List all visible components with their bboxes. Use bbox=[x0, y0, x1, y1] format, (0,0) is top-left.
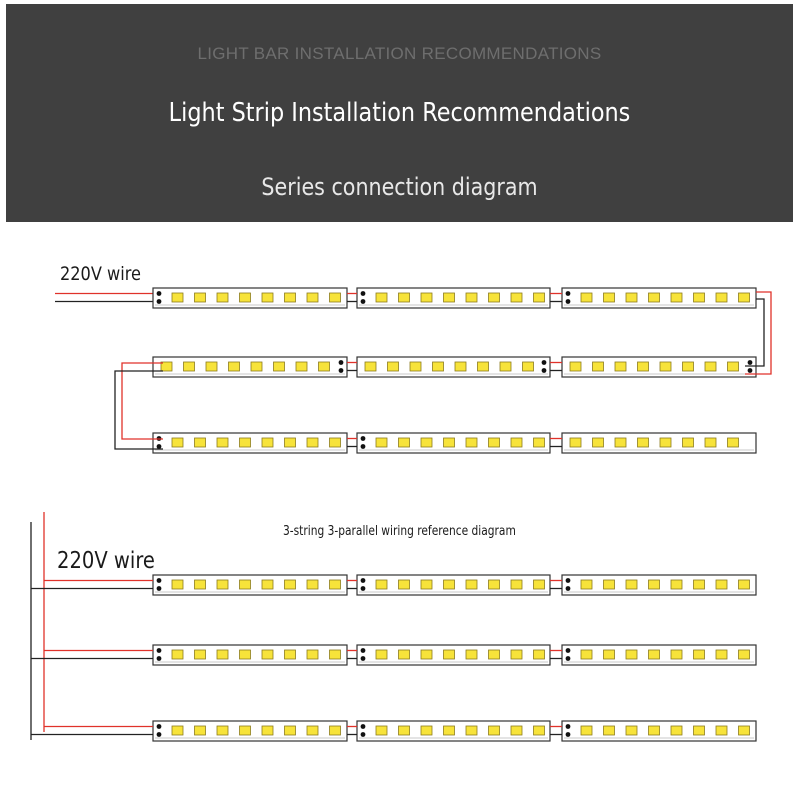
led-chip bbox=[330, 438, 341, 447]
parallel-led-bar bbox=[562, 645, 756, 665]
led-chip bbox=[523, 362, 534, 371]
terminal-dot bbox=[566, 299, 571, 304]
led-chip bbox=[581, 726, 592, 735]
led-chip bbox=[240, 726, 251, 735]
led-chip bbox=[444, 293, 455, 302]
led-chip bbox=[694, 650, 705, 659]
led-chip bbox=[716, 293, 727, 302]
page-title: Light Strip Installation Recommendations bbox=[168, 98, 631, 128]
led-chip bbox=[410, 362, 421, 371]
led-chip bbox=[660, 438, 671, 447]
led-chip bbox=[534, 580, 545, 589]
led-chip bbox=[649, 580, 660, 589]
led-chip bbox=[388, 362, 399, 371]
led-chip bbox=[444, 650, 455, 659]
parallel-led-bar bbox=[357, 721, 550, 741]
led-chip bbox=[172, 726, 183, 735]
led-chip bbox=[739, 293, 750, 302]
led-chip bbox=[455, 362, 466, 371]
parallel-led-bar bbox=[562, 721, 756, 741]
led-chip bbox=[307, 293, 318, 302]
led-chip bbox=[705, 438, 716, 447]
led-chip bbox=[399, 438, 410, 447]
parallel-diagram-caption: 3-string 3-parallel wiring reference diagram bbox=[283, 524, 516, 539]
series-loop-right-neutral bbox=[745, 299, 764, 366]
led-chip bbox=[184, 362, 195, 371]
terminal-dot bbox=[361, 578, 366, 583]
header-eyebrow: LIGHT BAR INSTALLATION RECOMMENDATIONS bbox=[197, 44, 602, 63]
led-chip bbox=[195, 438, 206, 447]
led-chip bbox=[638, 362, 649, 371]
series-led-bar bbox=[357, 357, 550, 377]
series-led-bar bbox=[562, 288, 756, 308]
series-led-bar bbox=[357, 433, 550, 453]
led-chip bbox=[217, 293, 228, 302]
led-chip bbox=[604, 580, 615, 589]
led-chip bbox=[649, 650, 660, 659]
led-chip bbox=[604, 726, 615, 735]
led-chip bbox=[172, 580, 183, 589]
led-chip bbox=[534, 293, 545, 302]
led-chip bbox=[511, 580, 522, 589]
led-chip bbox=[581, 293, 592, 302]
led-chip bbox=[376, 293, 387, 302]
terminal-dot bbox=[339, 368, 344, 373]
terminal-dot bbox=[361, 436, 366, 441]
terminal-dot bbox=[361, 444, 366, 449]
terminal-dot bbox=[748, 360, 753, 365]
led-chip bbox=[319, 362, 330, 371]
led-chip bbox=[626, 293, 637, 302]
series-led-bar bbox=[153, 357, 347, 377]
led-chip bbox=[739, 580, 750, 589]
led-chip bbox=[739, 650, 750, 659]
parallel-led-bar bbox=[562, 575, 756, 595]
led-chip bbox=[466, 438, 477, 447]
terminal-dot bbox=[361, 724, 366, 729]
led-chip bbox=[376, 580, 387, 589]
led-chip bbox=[671, 650, 682, 659]
led-chip bbox=[683, 362, 694, 371]
led-chip bbox=[570, 362, 581, 371]
led-chip bbox=[172, 650, 183, 659]
led-chip bbox=[739, 726, 750, 735]
led-chip bbox=[399, 726, 410, 735]
led-chip bbox=[376, 650, 387, 659]
led-chip bbox=[274, 362, 285, 371]
led-chip bbox=[262, 650, 273, 659]
led-chip bbox=[195, 726, 206, 735]
led-chip bbox=[172, 293, 183, 302]
led-chip bbox=[365, 362, 376, 371]
led-chip bbox=[683, 438, 694, 447]
led-chip bbox=[195, 580, 206, 589]
led-chip bbox=[626, 726, 637, 735]
led-chip bbox=[604, 650, 615, 659]
led-chip bbox=[604, 293, 615, 302]
led-chip bbox=[626, 650, 637, 659]
terminal-dot bbox=[361, 586, 366, 591]
led-chip bbox=[421, 726, 432, 735]
terminal-dot bbox=[361, 299, 366, 304]
terminal-dot bbox=[542, 368, 547, 373]
led-chip bbox=[421, 438, 432, 447]
led-chip bbox=[649, 726, 660, 735]
led-chip bbox=[511, 293, 522, 302]
led-chip bbox=[716, 580, 727, 589]
led-chip bbox=[671, 580, 682, 589]
led-chip bbox=[649, 293, 660, 302]
led-chip bbox=[500, 362, 511, 371]
led-chip bbox=[593, 362, 604, 371]
led-chip bbox=[307, 580, 318, 589]
terminal-dot bbox=[361, 656, 366, 661]
led-chip bbox=[399, 650, 410, 659]
led-chip bbox=[489, 293, 500, 302]
terminal-dot bbox=[361, 291, 366, 296]
led-chip bbox=[217, 438, 228, 447]
led-chip bbox=[466, 650, 477, 659]
led-chip bbox=[172, 438, 183, 447]
led-chip bbox=[296, 362, 307, 371]
led-chip bbox=[285, 726, 296, 735]
parallel-led-bar bbox=[153, 575, 347, 595]
terminal-dot bbox=[542, 360, 547, 365]
led-chip bbox=[330, 650, 341, 659]
led-chip bbox=[581, 580, 592, 589]
led-chip bbox=[444, 580, 455, 589]
led-chip bbox=[240, 293, 251, 302]
led-chip bbox=[728, 438, 739, 447]
terminal-dot bbox=[157, 578, 162, 583]
led-chip bbox=[217, 650, 228, 659]
terminal-dot bbox=[339, 360, 344, 365]
led-chip bbox=[262, 726, 273, 735]
led-chip bbox=[705, 362, 716, 371]
led-chip bbox=[638, 438, 649, 447]
series-led-bar bbox=[562, 357, 756, 377]
terminal-dot bbox=[157, 586, 162, 591]
terminal-dot bbox=[157, 732, 162, 737]
series-led-bar bbox=[357, 288, 550, 308]
led-chip bbox=[240, 580, 251, 589]
parallel-led-bar bbox=[153, 721, 347, 741]
series-wire-label: 220V wire bbox=[60, 263, 141, 285]
led-chip bbox=[626, 580, 637, 589]
led-chip bbox=[511, 726, 522, 735]
led-chip bbox=[262, 580, 273, 589]
led-chip bbox=[421, 293, 432, 302]
led-chip bbox=[511, 438, 522, 447]
led-chip bbox=[444, 438, 455, 447]
led-chip bbox=[399, 293, 410, 302]
led-chip bbox=[433, 362, 444, 371]
led-chip bbox=[489, 650, 500, 659]
page-subtitle: Series connection diagram bbox=[261, 173, 538, 201]
terminal-dot bbox=[566, 648, 571, 653]
led-chip bbox=[421, 650, 432, 659]
parallel-led-bar bbox=[357, 645, 550, 665]
led-chip bbox=[694, 293, 705, 302]
series-led-bar bbox=[153, 433, 347, 453]
led-chip bbox=[466, 293, 477, 302]
led-chip bbox=[466, 580, 477, 589]
series-led-bar bbox=[562, 433, 756, 453]
led-chip bbox=[330, 726, 341, 735]
led-chip bbox=[285, 650, 296, 659]
led-chip bbox=[195, 293, 206, 302]
led-chip bbox=[330, 580, 341, 589]
terminal-dot bbox=[157, 724, 162, 729]
led-chip bbox=[478, 362, 489, 371]
led-chip bbox=[716, 650, 727, 659]
led-chip bbox=[251, 362, 262, 371]
terminal-dot bbox=[566, 732, 571, 737]
led-chip bbox=[307, 726, 318, 735]
parallel-wire-label: 220V wire bbox=[57, 548, 155, 574]
terminal-dot bbox=[566, 291, 571, 296]
led-chip bbox=[262, 293, 273, 302]
led-chip bbox=[262, 438, 273, 447]
led-chip bbox=[376, 726, 387, 735]
led-chip bbox=[307, 438, 318, 447]
led-chip bbox=[376, 438, 387, 447]
led-chip bbox=[694, 726, 705, 735]
led-chip bbox=[307, 650, 318, 659]
led-chip bbox=[671, 293, 682, 302]
terminal-dot bbox=[361, 732, 366, 737]
led-chip bbox=[534, 726, 545, 735]
led-chip bbox=[285, 293, 296, 302]
led-chip bbox=[660, 362, 671, 371]
terminal-dot bbox=[157, 444, 162, 449]
led-chip bbox=[444, 726, 455, 735]
led-chip bbox=[728, 362, 739, 371]
led-chip bbox=[240, 438, 251, 447]
led-chip bbox=[570, 438, 581, 447]
led-chip bbox=[489, 580, 500, 589]
led-chip bbox=[534, 438, 545, 447]
terminal-dot bbox=[566, 656, 571, 661]
led-chip bbox=[466, 726, 477, 735]
led-chip bbox=[217, 726, 228, 735]
led-chip bbox=[489, 438, 500, 447]
led-chip bbox=[399, 580, 410, 589]
led-chip bbox=[489, 726, 500, 735]
terminal-dot bbox=[157, 299, 162, 304]
terminal-dot bbox=[157, 291, 162, 296]
led-chip bbox=[593, 438, 604, 447]
led-chip bbox=[240, 650, 251, 659]
led-chip bbox=[229, 362, 240, 371]
parallel-led-bar bbox=[357, 575, 550, 595]
led-chip bbox=[615, 438, 626, 447]
terminal-dot bbox=[157, 648, 162, 653]
led-chip bbox=[285, 438, 296, 447]
terminal-dot bbox=[566, 578, 571, 583]
led-chip bbox=[615, 362, 626, 371]
led-chip bbox=[534, 650, 545, 659]
led-chip bbox=[581, 650, 592, 659]
terminal-dot bbox=[157, 656, 162, 661]
led-chip bbox=[421, 580, 432, 589]
terminal-dot bbox=[566, 724, 571, 729]
terminal-dot bbox=[361, 648, 366, 653]
terminal-dot bbox=[748, 368, 753, 373]
led-chip bbox=[694, 580, 705, 589]
led-chip bbox=[285, 580, 296, 589]
led-chip bbox=[217, 580, 228, 589]
led-chip bbox=[511, 650, 522, 659]
led-chip bbox=[716, 726, 727, 735]
led-chip bbox=[206, 362, 217, 371]
parallel-led-bar bbox=[153, 645, 347, 665]
led-chip bbox=[195, 650, 206, 659]
terminal-dot bbox=[566, 586, 571, 591]
led-chip bbox=[330, 293, 341, 302]
series-led-bar bbox=[153, 288, 347, 308]
led-chip bbox=[671, 726, 682, 735]
